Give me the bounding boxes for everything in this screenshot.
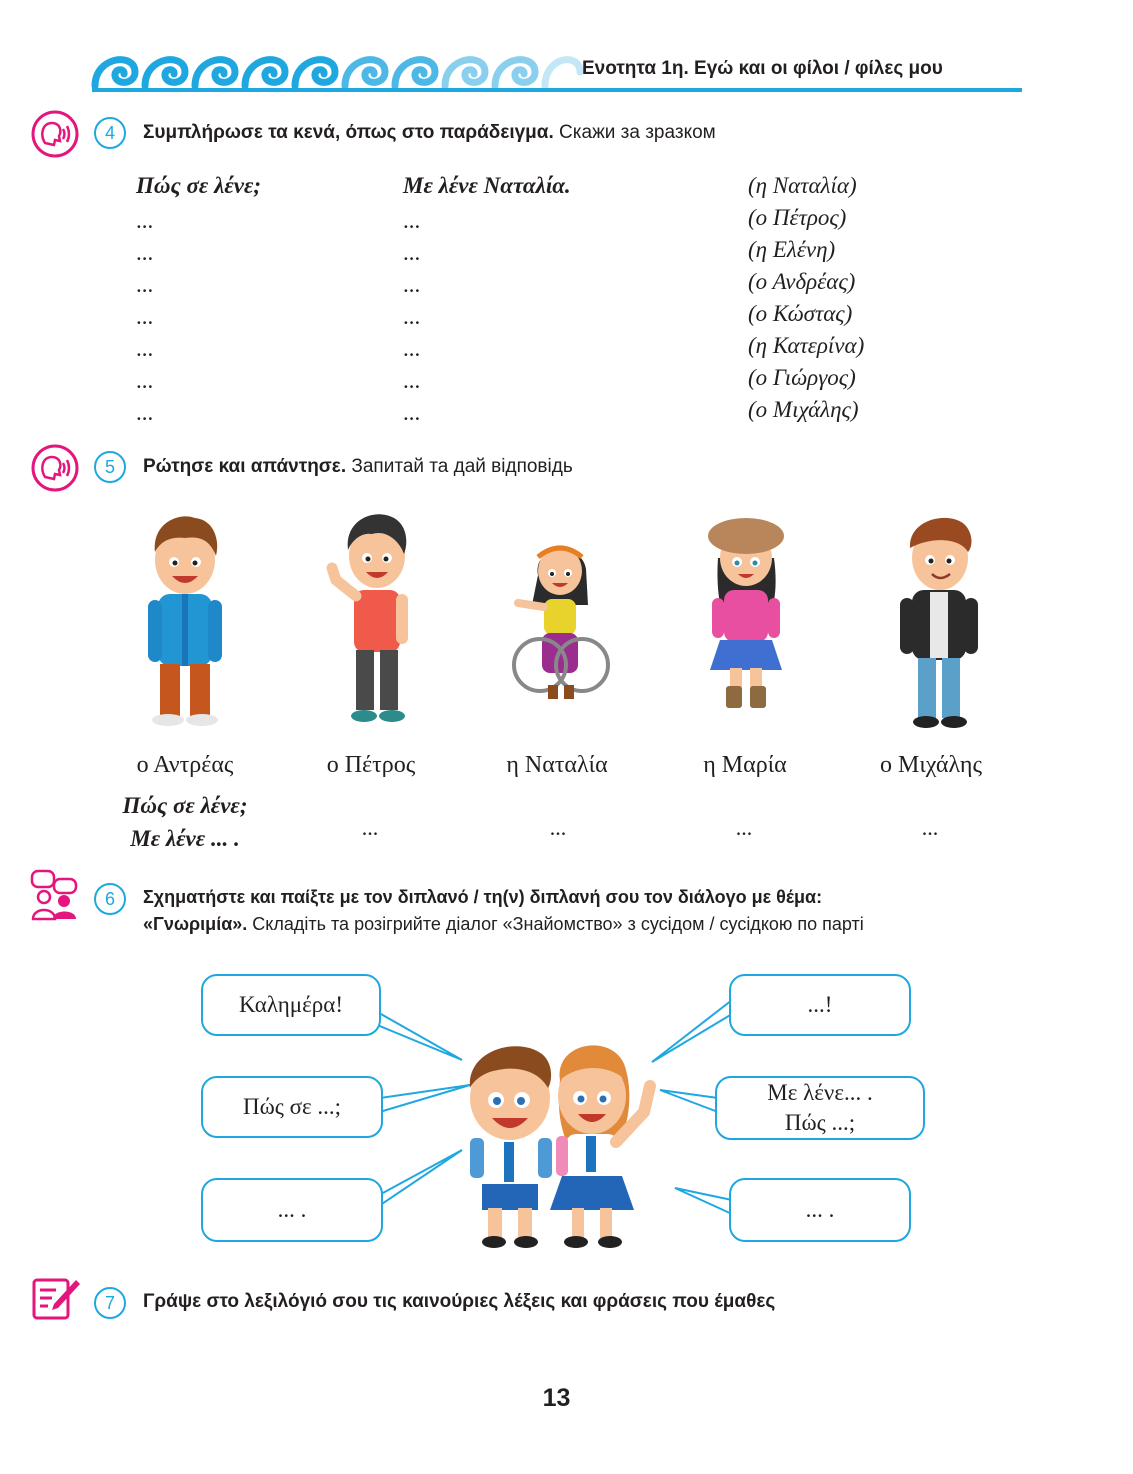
exercise-5-instruction-ukrainian: Запитай та дай відповідь <box>351 456 573 477</box>
name-hint: (η Ελένη) <box>748 237 836 262</box>
blank-answer: ... <box>403 208 421 233</box>
speech-bubble-blank: ... . <box>201 1178 383 1242</box>
blank-answer: ... <box>403 272 421 297</box>
blank-question: ... <box>136 336 154 361</box>
exercise-6-number: 6 <box>94 883 126 915</box>
answer-blank: ... <box>735 815 753 840</box>
speech-bubble-question: Πώς σε ...; <box>201 1076 383 1138</box>
exercise-5-instruction-greek: Ρώτησε και απάντησε. <box>143 456 347 477</box>
schoolkids-illustration <box>458 1030 668 1255</box>
answer-blank: ... <box>361 815 379 840</box>
speech-bubble-reply: ...! <box>729 974 911 1036</box>
exercise-5-number: 5 <box>94 451 126 483</box>
kid-name-label: ο Αντρέας <box>136 752 234 778</box>
exercise-6-theme: «Γνωριμία». <box>143 914 248 934</box>
ask-answer: Με λένε ... . <box>130 826 240 851</box>
exercise-6-instruction-greek: Σχηματήστε και παίξτε με τον διπλανό / τη(ν) διπλανή σου τον διάλογο με θέμα: <box>143 887 823 907</box>
name-hint: (η Κατερίνα) <box>748 333 865 358</box>
answer-blank: ... <box>921 815 939 840</box>
blank-answer: ... <box>403 336 421 361</box>
exercise-7-number: 7 <box>94 1287 126 1319</box>
speech-bubble-greeting: Καλημέρα! <box>201 974 381 1036</box>
blank-question: ... <box>136 240 154 265</box>
kid-name-label: η Μαρία <box>703 752 787 778</box>
example-answer: Με λένε Ναταλία. <box>403 173 571 198</box>
kid-name-label: ο Μιχάλης <box>880 752 982 778</box>
exercise-4-instruction-greek: Συμπλήρωσε τα κενά, όπως στο παράδειγμα. <box>143 122 554 143</box>
speech-bubble-line: Με λένε... . <box>767 1080 873 1105</box>
blank-answer: ... <box>403 240 421 265</box>
exercise-6-instruction-ukrainian: Складіть та розігрийте діалог «Знайомство» з сусідом / сусідкою по парті <box>252 914 864 934</box>
blank-question: ... <box>136 272 154 297</box>
unit-title: Ενοτητα 1η. Εγώ και οι φίλοι / φίλες μου <box>582 58 943 79</box>
name-hint: (ο Μιχάλης) <box>748 397 859 422</box>
exercise-7-instruction-greek: Γράψε στο λεξιλόγιό σου τις καινούριες λέξεις και φράσεις που έμαθες <box>143 1291 776 1312</box>
exercise-4-number: 4 <box>94 117 126 149</box>
answer-blank: ... <box>549 815 567 840</box>
writing-icon <box>32 1276 82 1322</box>
name-hint: (ο Πέτρος) <box>748 205 847 230</box>
page-number: 13 <box>542 1384 571 1412</box>
blank-answer: ... <box>403 400 421 425</box>
ask-question: Πώς σε λένε; <box>122 793 248 818</box>
blank-answer: ... <box>403 368 421 393</box>
example-question: Πώς σε λένε; <box>136 173 262 198</box>
speech-bubble-blank: ... . <box>729 1178 911 1242</box>
exercise-7-instruction <box>143 1291 775 1313</box>
speech-bubble-line: Πώς ...; <box>784 1110 856 1135</box>
blank-question: ... <box>136 368 154 393</box>
kid-name-label: ο Πέτρος <box>326 752 416 778</box>
blank-question: ... <box>136 208 154 233</box>
blank-question: ... <box>136 304 154 329</box>
name-hint: (ο Κώστας) <box>748 301 853 326</box>
kid-name-label: η Ναταλία <box>506 752 608 778</box>
exercise-4-instruction-ukrainian: Скажи за зразком <box>559 122 716 143</box>
blank-question: ... <box>136 400 154 425</box>
name-hint: (η Ναταλία) <box>748 173 857 198</box>
blank-answer: ... <box>403 304 421 329</box>
name-hint: (ο Ανδρέας) <box>748 269 856 294</box>
name-hint: (ο Γιώργος) <box>748 365 856 390</box>
speech-bubble-introduce <box>715 1076 925 1140</box>
